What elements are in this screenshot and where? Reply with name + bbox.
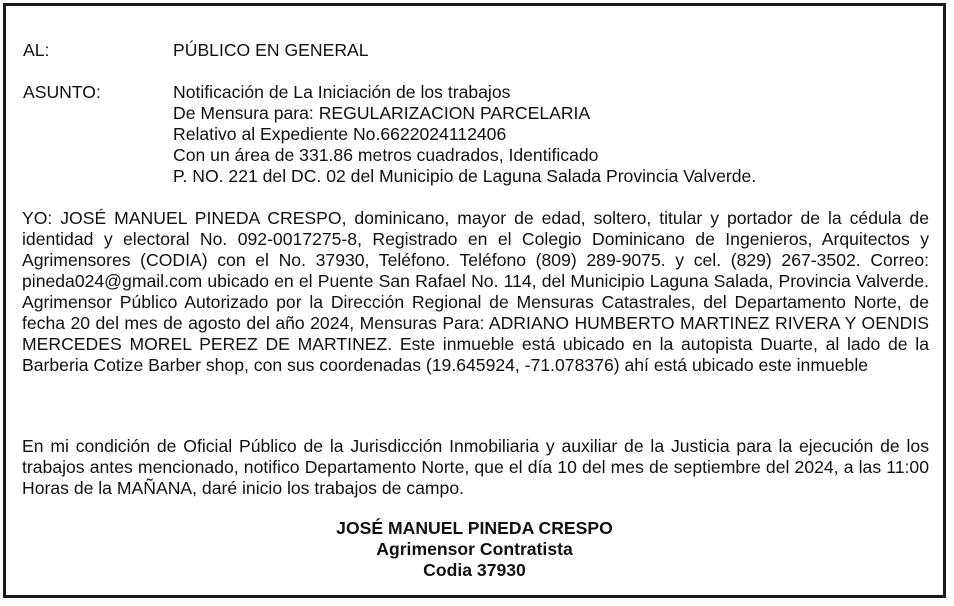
- public-notice: [3, 3, 946, 598]
- signature-block: [6, 518, 943, 581]
- signature-codia: Codia 37930: [423, 560, 526, 580]
- declaration-paragraph: YO: JOSÉ MANUEL PINEDA CRESPO, dominicano, mayor de edad, soltero, titular y portador de la cédula de identidad y electoral No. 092-0017275-8, Registrado en el Colegio Dominicano de Ingenieros, Arquitectos y Agrimensores (CODIA) con el No. 37930, Teléfono. Teléfono (809) 289-9075. y cel. (829) 267-3502. Correo: pineda024@gmail.com ubicado en el Puente San Rafael No. 114, del Municipio Laguna Salada, Provincia Valverde. Agrimensor Público Autorizado por la Dirección Regional de Mensuras Catastrales, del Departamento Norte, de fecha 20 del mes de agosto del año 2024, Mensuras Para: ADRIANO HUMBERTO MARTINEZ RIVERA Y OENDIS MERCEDES MOREL PEREZ DE MARTINEZ. Este inmueble está ubicado en la autopista Duarte, al lado de la Barberia Cotize Barber shop, con sus coordenadas (19.645924, -71.078376) ahí está ubicado este inmueble: [22, 208, 929, 375]
- asunto-line: P. NO. 221 del DC. 02 del Municipio de Laguna Salada Provincia Valverde.: [173, 166, 757, 186]
- asunto-line: De Mensura para: REGULARIZACION PARCELARIA: [173, 103, 591, 123]
- asunto-label: ASUNTO:: [23, 82, 101, 102]
- asunto-line: Relativo al Expediente No.6622024112406: [173, 124, 507, 144]
- signature-name: JOSÉ MANUEL PINEDA CRESPO: [336, 518, 613, 538]
- al-label: AL:: [23, 40, 50, 60]
- asunto-line: Con un área de 331.86 metros cuadrados, Identificado: [173, 145, 599, 165]
- al-value: PÚBLICO EN GENERAL: [173, 40, 369, 60]
- asunto-line: Notificación de La Iniciación de los trabajos: [173, 82, 511, 102]
- signature-title: Agrimensor Contratista: [376, 539, 573, 559]
- asunto-value: [173, 82, 756, 187]
- notification-paragraph: En mi condición de Oficial Público de la Jurisdicción Inmobiliaria y auxiliar de la Justicia para la ejecución de los trabajos antes mencionado, notifico Departamento Norte, que el día 10 del mes de septiembre del 2024, a las 11:00 Horas de la MAÑANA, daré inicio los trabajos de campo.: [22, 436, 929, 498]
